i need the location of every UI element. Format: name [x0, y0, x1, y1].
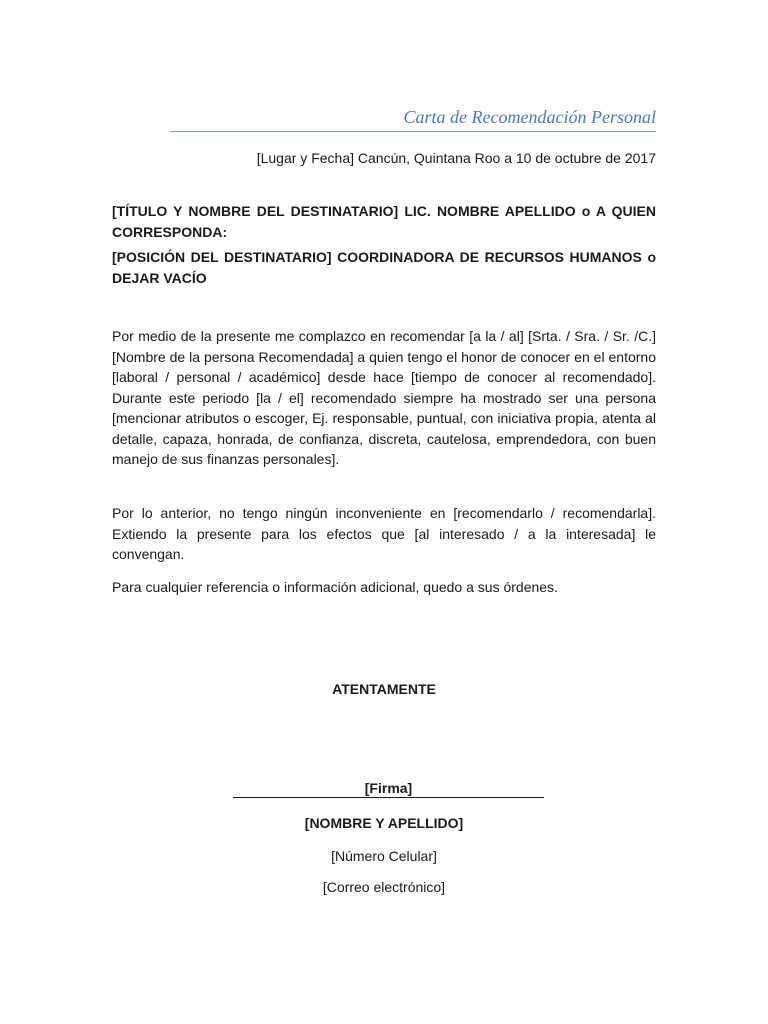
- closing-salutation: ATENTAMENTE: [332, 681, 436, 697]
- document-title: Carta de Recomendación Personal: [403, 107, 656, 127]
- recipient-name: [TÍTULO Y NOMBRE DEL DESTINATARIO] LIC. NOMBRE APELLIDO o A QUIEN CORRESPONDA:: [112, 203, 656, 240]
- body-paragraph-3: Para cualquier referencia o información adicional, quedo a sus órdenes.: [112, 579, 558, 595]
- signer-name: [NOMBRE Y APELLIDO]: [304, 815, 464, 831]
- recipient-position: [POSICIÓN DEL DESTINATARIO] COORDINADORA DE RECURSOS HUMANOS o DEJAR VACÍO: [112, 249, 656, 286]
- signer-phone: [Número Celular]: [331, 848, 437, 864]
- body-paragraph-1: Por medio de la presente me complazco en recomendar [a la / al] [Srta. / Sra. / Sr. /C.] [Nombre de la persona Recomendada] a quien tengo el honor de conocer en el entorno [laboral / personal / académico] desde hace [tiempo de conocer al recomendado]. Durante este periodo [la / el] recomendado siempre ha mostrado ser una persona [mencionar atributos o escoger, Ej. responsable, puntual, con iniciativa propia, atenta al detalle, capaza, honrada, de confianza, discreta, cautelosa, emprendedora, con buen manejo de sus finanzas personales].: [112, 328, 656, 467]
- signature-label: [Firma]: [364, 780, 413, 796]
- signer-email: [Correo electrónico]: [322, 879, 446, 895]
- title-underline: [170, 131, 656, 132]
- place-date-line: [Lugar y Fecha] Cancún, Quintana Roo a 10 de octubre de 2017: [256, 150, 656, 166]
- body-paragraph-2: Por lo anterior, no tengo ningún inconveniente en [recomendarlo / recomendarla]. Extiendo la presente para los efectos que [al interesado / a la interesada] le convengan.: [112, 505, 656, 562]
- signature-line: [233, 797, 544, 798]
